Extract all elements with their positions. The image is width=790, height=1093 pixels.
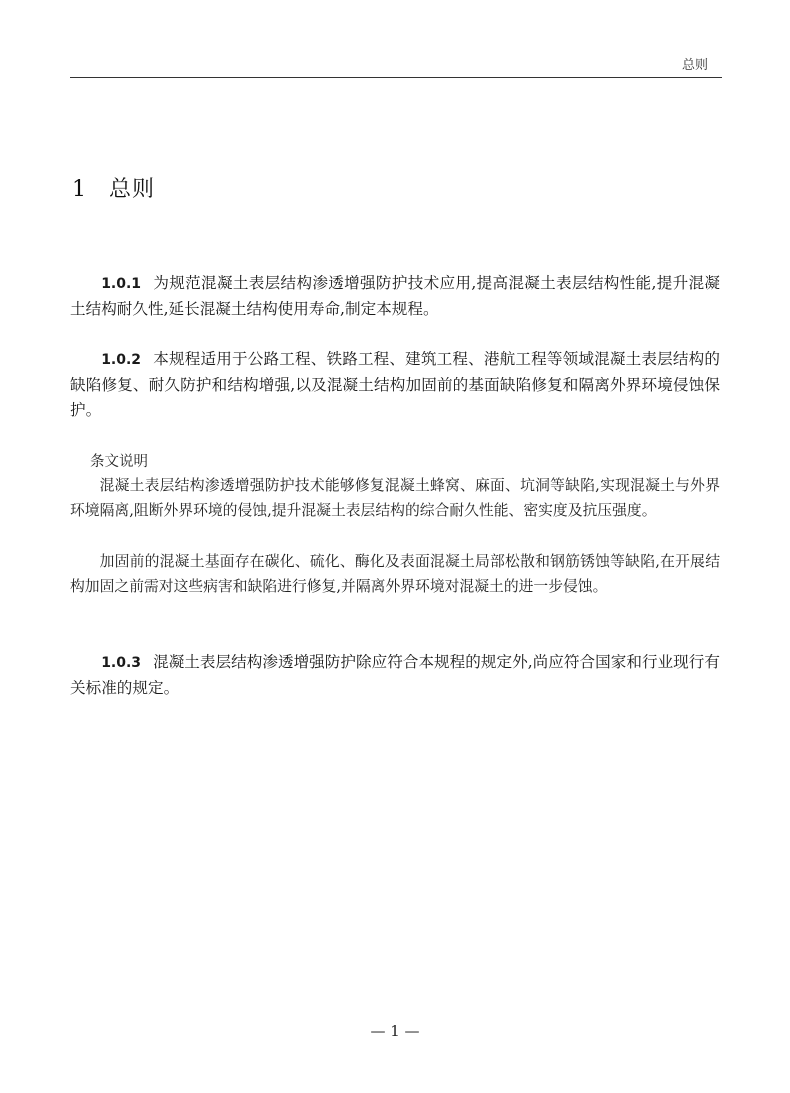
clause-number: 1.0.2 bbox=[101, 352, 142, 368]
clause-1-0-1 bbox=[70, 271, 720, 322]
clause-text: 为规范混凝土表层结构渗透增强防护技术应用,提高混凝土表层结构性能,提升混凝土结构耐久性,延长混凝土结构使用寿命,制定本规程。 bbox=[70, 274, 720, 318]
explanation-paragraph: 混凝土表层结构渗透增强防护技术能够修复混凝土蜂窝、麻面、坑洞等缺陷,实现混凝土与外界环境隔离,阻断外界环境的侵蚀,提升混凝土表层结构的综合耐久性能、密实度及抗压强度。 bbox=[70, 477, 720, 519]
chapter-number: 1 bbox=[72, 177, 87, 202]
page-number: — 1 — bbox=[370, 1022, 420, 1040]
chapter-title bbox=[72, 172, 155, 203]
clause-number: 1.0.1 bbox=[101, 276, 142, 292]
clause-text: 混凝土表层结构渗透增强防护除应符合本规程的规定外,尚应符合国家和行业现行有关标准的规定。 bbox=[70, 653, 720, 697]
chapter-name: 总则 bbox=[109, 177, 156, 202]
header-rule bbox=[70, 77, 722, 78]
explanation-title: 条文说明 bbox=[90, 454, 148, 470]
clause-number: 1.0.3 bbox=[101, 655, 142, 671]
clause-1-0-2 bbox=[70, 347, 720, 423]
clause-text: 本规程适用于公路工程、铁路工程、建筑工程、港航工程等领域混凝土表层结构的缺陷修复、耐久防护和结构增强,以及混凝土结构加固前的基面缺陷修复和隔离外界环境侵蚀保护。 bbox=[70, 350, 720, 419]
explanation-paragraph: 加固前的混凝土基面存在碳化、硫化、酶化及表面混凝土局部松散和钢筋锈蚀等缺陷,在开展结构加固之前需对这些病害和缺陷进行修复,并隔离外界环境对混凝土的进一步侵蚀。 bbox=[70, 553, 720, 595]
running-header: 总则 bbox=[681, 58, 708, 73]
clause-1-0-3 bbox=[70, 650, 720, 701]
